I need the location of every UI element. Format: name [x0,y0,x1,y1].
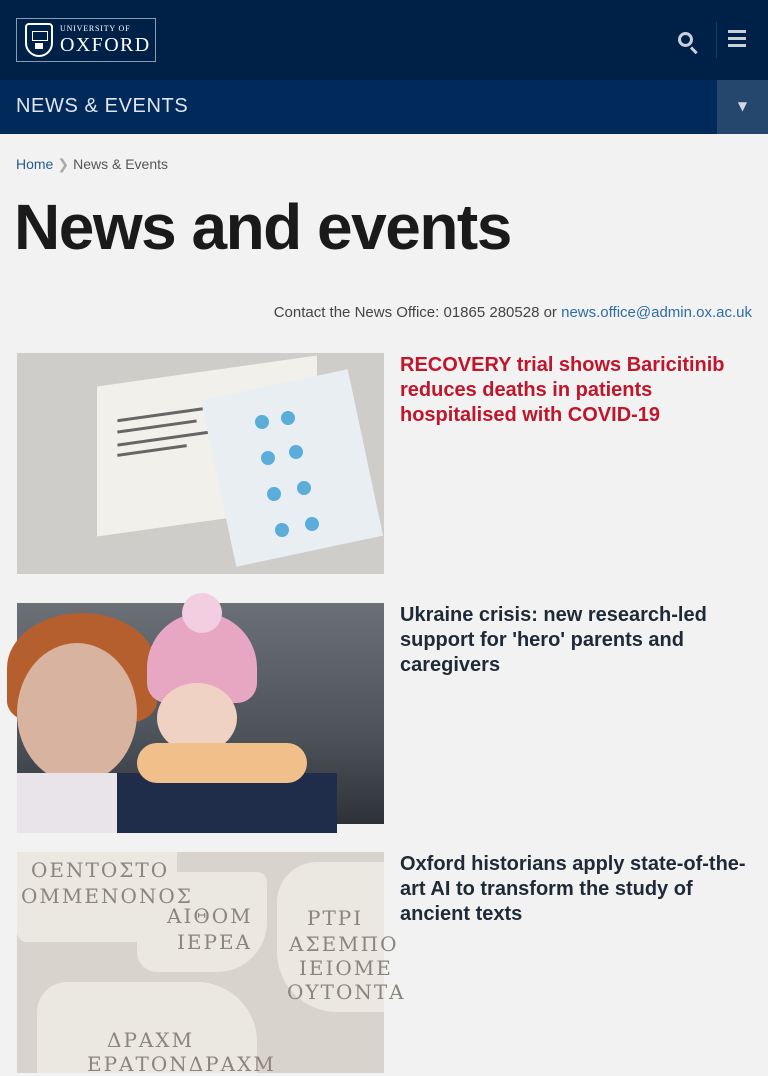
crest-icon [25,23,53,57]
section-toggle-chevron-down-icon[interactable]: ▼ [717,80,768,134]
story-image-pill-box[interactable] [17,353,384,574]
story-headline-link[interactable]: Oxford historians apply state-of-the-art AI to transform the study of ancient texts [400,853,746,925]
breadcrumb-current: News & Events [73,156,169,172]
inscription-line: ΟΥΤΟΝΤΑ [287,980,406,1004]
section-bar [0,80,768,134]
logo-big-text: OXFORD [60,34,151,56]
story-headline-link[interactable]: RECOVERY trial shows Baricitinib reduces deaths in patients hospitalised with COVID-19 [400,354,725,426]
story-image-mother-child[interactable] [17,603,384,824]
header-divider [716,22,717,58]
contact-line [274,304,752,321]
inscription-line: ΕΡΑΤΟΝΔΡΑΧΜ [87,1052,276,1076]
inscription-line: ΙΕΡΕΑ [177,930,252,954]
logo-small-text: UNIVERSITY OF [60,24,131,33]
section-title[interactable]: NEWS & EVENTS [16,95,189,117]
breadcrumb [16,156,168,173]
search-button[interactable] [670,22,704,58]
site-header [0,0,768,80]
inscription-line: ΔΡΑΧΜ [107,1028,195,1052]
news-story[interactable] [17,852,752,1076]
breadcrumb-separator: ❯ [57,156,70,172]
news-office-email-link[interactable]: news.office@admin.ox.ac.uk [561,304,752,321]
inscription-line: ΡΤΡΙ [307,906,364,930]
contact-prefix: Contact the News Office: 01865 280528 or [273,304,557,321]
inscription-line: ΙΕΙΟΜΕ [299,956,393,980]
breadcrumb-home-link[interactable]: Home [16,156,54,172]
story-image-ancient-inscription[interactable] [17,852,406,1076]
inscription-line: ΟΜΜΕΝΟΝΟΣ [21,884,193,908]
logo-wordmark [60,25,151,55]
page-title: News and events [14,191,511,263]
news-story[interactable] [17,353,752,574]
story-headline-link[interactable]: Ukraine crisis: new research-led support for 'hero' parents and caregivers [400,604,707,676]
menu-button[interactable] [726,30,750,50]
inscription-line: ΟΕΝΤΟΣΤΟ [31,858,170,882]
news-story[interactable] [17,603,752,824]
inscription-line: ΑΣΕΜΠΟ [289,932,399,956]
oxford-logo[interactable] [16,18,156,62]
inscription-line: ΑΙΘΟΜ [167,904,253,928]
